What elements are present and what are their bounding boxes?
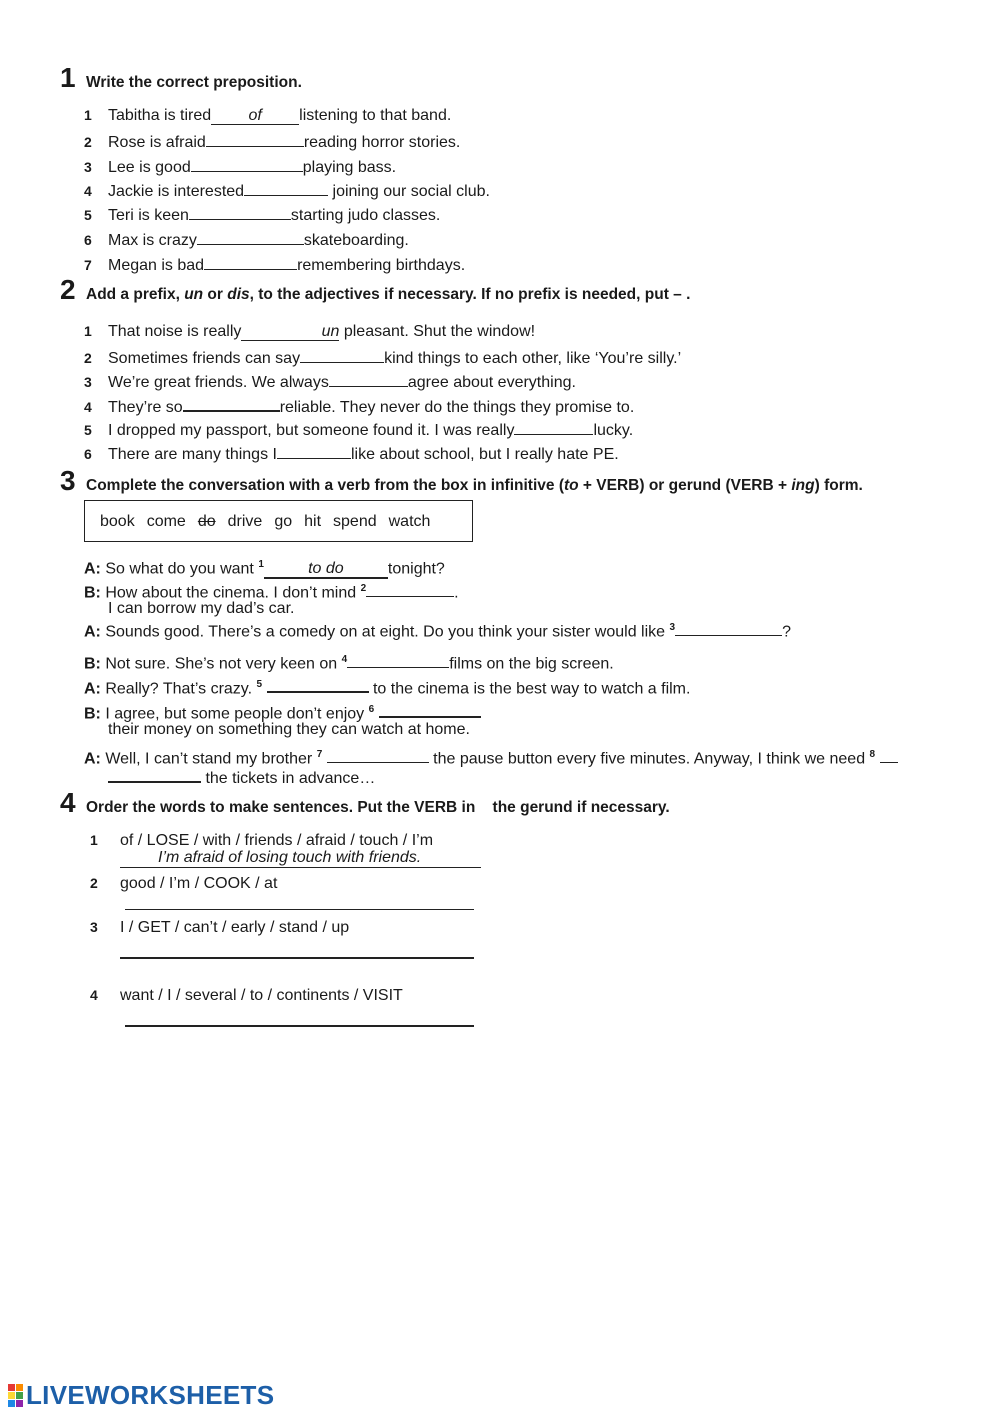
answer-blank[interactable]: [300, 346, 384, 363]
answer-blank[interactable]: [197, 228, 304, 245]
s2-item: [84, 442, 619, 465]
item-number: 5: [84, 207, 92, 223]
item-number: 6: [84, 446, 92, 462]
answer-blank[interactable]: [347, 651, 449, 668]
item-text: reading horror stories.: [303, 134, 461, 151]
section-4-number: 4: [60, 787, 76, 818]
box-word: book: [100, 513, 135, 530]
item-text: joining our social club.: [328, 183, 490, 200]
item-text: like about school, but I really hate PE.: [350, 446, 619, 463]
item-text: Jackie is interested: [108, 183, 245, 200]
answer-blank[interactable]: [514, 418, 593, 435]
answer-blank[interactable]: [108, 765, 201, 783]
s4-item: [90, 917, 349, 938]
answer-blank[interactable]: to do: [264, 561, 388, 579]
item-prompt: want / I / several / to / continents / VISIT: [120, 987, 403, 1004]
box-word: spend: [333, 513, 377, 530]
logo-text: LIVEWORKSHEETS: [26, 1379, 275, 1410]
s4-item: [90, 985, 403, 1006]
section-1-title: Write the correct preposition.: [86, 74, 302, 91]
item-text: Lee is good: [108, 159, 191, 176]
item-number: 5: [84, 422, 92, 438]
word-box: [84, 500, 473, 542]
box-word: watch: [388, 513, 431, 530]
answer-blank[interactable]: [329, 370, 408, 387]
section-3-title: Complete the conversation with a verb from the box in infinitive (to + VERB) or gerund (VERB + ing) form.: [86, 477, 863, 494]
item-number: 7: [84, 257, 92, 273]
dialogue-line-cont: the tickets in advance…: [108, 765, 375, 789]
answer-blank[interactable]: [244, 179, 328, 196]
item-number: 1: [84, 323, 92, 339]
s2-item: [84, 346, 681, 369]
answer-blank[interactable]: [206, 130, 304, 147]
item-text: remembering birthdays.: [297, 257, 466, 274]
section-2-number: 2: [60, 274, 76, 305]
s4-item: [90, 873, 277, 894]
item-prompt: I / GET / can’t / early / stand / up: [120, 919, 350, 936]
s1-item: [84, 179, 490, 202]
dialogue-line: B: Not sure. She’s not very keen on $^4$ films on the big screen.: [84, 650, 614, 674]
dialogue-line: A: Really? That’s crazy. $^5$ to the cinema is the best way to watch a film.: [84, 675, 690, 699]
item-text: starting judo classes.: [290, 207, 441, 224]
item-text: They’re so: [108, 399, 183, 416]
dialogue-line: A: So what do you want $^1$ to do tonight?: [84, 559, 445, 578]
item-number: 4: [84, 399, 92, 415]
item-text: Megan is bad: [108, 257, 205, 274]
item-number: 4: [90, 987, 98, 1003]
s1-item: [84, 203, 440, 226]
item-prompt: good / I’m / COOK / at: [120, 875, 278, 892]
answer-line[interactable]: [120, 957, 474, 959]
s2-item: [84, 370, 576, 393]
answer-blank[interactable]: [189, 203, 291, 220]
dialogue-line: B: I agree, but some people don’t enjoy $^6$: [84, 700, 481, 724]
answer-blank[interactable]: [366, 580, 454, 597]
item-number: 3: [90, 919, 98, 935]
box-word-used: do: [197, 513, 216, 530]
logo-square: [8, 1384, 15, 1391]
item-text: I dropped my passport, but someone found it. I was really: [108, 422, 515, 439]
item-text: Teri is keen: [108, 207, 189, 224]
item-text: kind things to each other, like ‘You’re silly.’: [384, 350, 682, 367]
item-text: skateboarding.: [303, 232, 409, 249]
answer-blank[interactable]: [267, 675, 369, 693]
s1-item: [84, 228, 409, 251]
item-number: 2: [90, 875, 98, 891]
box-word: go: [274, 513, 293, 530]
dialogue-line: B: How about the cinema. I don’t mind $^2$ .: [84, 579, 459, 603]
dialogue-line: A: Well, I can’t stand my brother $^7$ the pause button every five minutes. Anyway, I think we need $^8$: [84, 745, 898, 769]
item-text: We’re great friends. We always: [108, 374, 329, 391]
answer-line[interactable]: [125, 1025, 474, 1027]
item-text: playing bass.: [302, 159, 397, 176]
logo-square: [16, 1384, 23, 1391]
item-number: 3: [84, 374, 92, 390]
s2-item: [84, 394, 634, 418]
answer-line[interactable]: I’m afraid of losing touch with friends.: [120, 849, 481, 868]
liveworksheets-logo[interactable]: [8, 1380, 274, 1410]
section-3-number: 3: [60, 465, 76, 496]
item-text: listening to that band.: [299, 107, 452, 124]
item-text: agree about everything.: [407, 374, 576, 391]
s2-item: [84, 321, 535, 342]
answer-blank[interactable]: un: [241, 324, 339, 341]
item-number: 2: [84, 134, 92, 150]
item-number: 6: [84, 232, 92, 248]
dialogue-continuation: their money on something they can watch at home.: [108, 721, 470, 738]
item-text: pleasant. Shut the window!: [339, 323, 536, 340]
box-word: come: [146, 513, 186, 530]
item-number: 3: [84, 159, 92, 175]
answer-blank[interactable]: [880, 746, 898, 763]
item-text: lucky.: [593, 422, 634, 439]
dialogue-line: A: Sounds good. There’s a comedy on at eight. Do you think your sister would like $^3$ ?: [84, 618, 791, 642]
answer-blank[interactable]: [675, 619, 782, 636]
item-number: 1: [84, 107, 92, 123]
answer-blank[interactable]: [183, 394, 280, 412]
item-text: Tabitha is tired: [108, 107, 212, 124]
s2-item: [84, 418, 633, 441]
item-text: Rose is afraid: [108, 134, 206, 151]
answer-blank[interactable]: [277, 442, 351, 459]
item-text: Sometimes friends can say: [108, 350, 301, 367]
item-text: That noise is really: [108, 323, 242, 340]
item-number: 1: [90, 832, 98, 848]
logo-square: [16, 1400, 23, 1407]
item-number: 2: [84, 350, 92, 366]
item-text: Max is crazy: [108, 232, 197, 249]
section-4-title: Order the words to make sentences. Put the VERB in the gerund if necessary.: [86, 799, 670, 816]
answer-blank[interactable]: [204, 253, 297, 270]
item-prompt: of / LOSE / with / friends / afraid / touch / I’m: [120, 832, 434, 849]
logo-icon: [8, 1384, 23, 1407]
section-2-title: Add a prefix, un or dis, to the adjectives if necessary. If no prefix is needed, put – .: [86, 286, 691, 303]
item-number: 4: [84, 183, 92, 199]
answer-blank[interactable]: of: [211, 108, 299, 125]
answer-blank[interactable]: [327, 746, 429, 763]
s1-item: [84, 130, 460, 153]
answer-blank[interactable]: [191, 155, 303, 172]
dialogue-continuation: I can borrow my dad’s car.: [108, 600, 295, 617]
s1-item: [84, 105, 451, 126]
logo-square: [16, 1392, 23, 1399]
item-text: There are many things I: [108, 446, 277, 463]
section-1-number: 1: [60, 62, 76, 93]
answer-line[interactable]: [125, 909, 474, 910]
logo-square: [8, 1400, 15, 1407]
answer-blank[interactable]: [379, 700, 481, 718]
box-word: hit: [304, 513, 322, 530]
s4-item: [90, 830, 433, 851]
item-text: reliable. They never do the things they promise to.: [279, 399, 635, 416]
box-word: drive: [227, 513, 263, 530]
s1-item: [84, 253, 465, 276]
logo-square: [8, 1392, 15, 1399]
s1-item: [84, 155, 396, 178]
